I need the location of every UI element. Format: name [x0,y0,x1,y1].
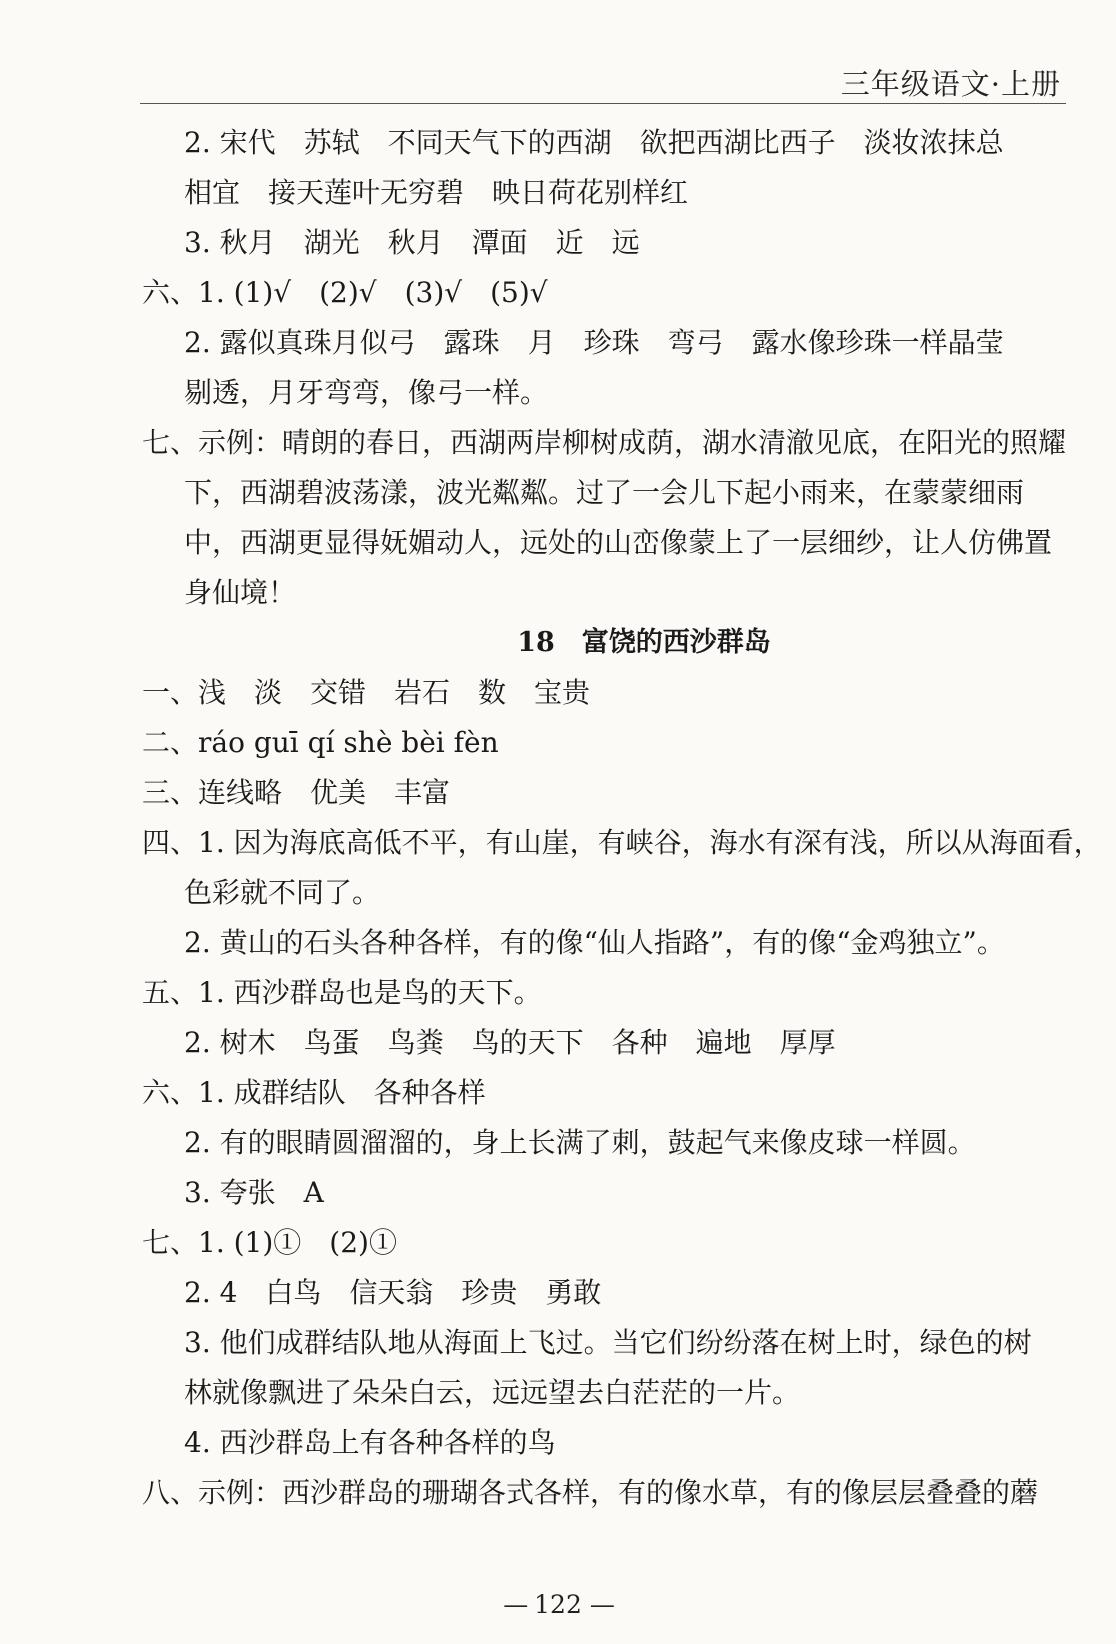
footer-dash-right: — [589,1590,613,1619]
answer-line: 2. 宋代 苏轼 不同天气下的西湖 欲把西湖比西子 淡妆浓抹总 [184,126,1004,159]
answer-line: 六、1. 成群结队 各种各样 [142,1076,486,1109]
answer-line: 相宜 接天莲叶无穷碧 映日荷花别样红 [184,176,689,209]
footer-dash-left: — [503,1590,527,1619]
answer-line: 七、示例：晴朗的春日，西湖两岸柳树成荫，湖水清澈见底，在阳光的照耀 [142,426,1067,459]
answer-line: 2. 黄山的石头各种各样，有的像“仙人指路”，有的像“金鸡独立”。 [184,926,1005,959]
answer-line: 2. 露似真珠月似弓 露珠 月 珍珠 弯弓 露水像珍珠一样晶莹 [184,326,1004,359]
answer-line: 三、连线略 优美 丰富 [142,776,451,809]
answer-line: 八、示例：西沙群岛的珊瑚各式各样，有的像水草，有的像层层叠叠的蘑 [142,1476,1039,1509]
answer-line: 色彩就不同了。 [184,876,381,909]
answer-line: 3. 他们成群结队地从海面上飞过。当它们纷纷落在树上时，绿色的树 [184,1326,1032,1359]
answer-line: 中，西湖更显得妩媚动人，远处的山峦像蒙上了一层细纱，让人仿佛置 [184,526,1053,559]
answer-line: 二、ráo guī qí shè bèi fèn [142,726,499,759]
answer-line: 2. 树木 鸟蛋 鸟粪 鸟的天下 各种 遍地 厚厚 [184,1026,836,1059]
answer-line: 四、1. 因为海底高低不平，有山崖，有峡谷，海水有深有浅，所以从海面看， [142,826,1102,859]
answer-line: 六、1. (1)√ (2)√ (3)√ (5)√ [142,276,548,309]
answer-line: 一、浅 淡 交错 岩石 数 宝贵 [142,676,591,709]
answer-line: 3. 秋月 湖光 秋月 潭面 近 远 [184,226,640,259]
answer-line: 下，西湖碧波荡漾，波光粼粼。过了一会儿下起小雨来，在蒙蒙细雨 [184,476,1025,509]
answer-content [142,118,1102,1518]
answer-line: 剔透，月牙弯弯，像弓一样。 [184,376,549,409]
answer-line: 身仙境！ [184,576,297,609]
page-header: 三年级语文·上册 [840,67,1061,101]
answer-line: 2. 4 白鸟 信天翁 珍贵 勇敢 [184,1276,602,1309]
header-divider [140,103,1066,104]
page-number: 122 [534,1590,582,1619]
answer-line: 2. 有的眼睛圆溜溜的，身上长满了刺，鼓起气来像皮球一样圆。 [184,1126,976,1159]
answer-line: 4. 西沙群岛上有各种各样的鸟 [184,1426,556,1459]
answer-line: 3. 夸张 A [184,1176,324,1209]
page-footer [0,1590,1116,1619]
section-title: 18 富饶的西沙群岛 [517,627,771,658]
answer-line: 五、1. 西沙群岛也是鸟的天下。 [142,976,542,1009]
answer-line: 七、1. (1)① (2)① [142,1226,397,1259]
answer-line: 林就像飘进了朵朵白云，远远望去白茫茫的一片。 [184,1376,801,1409]
